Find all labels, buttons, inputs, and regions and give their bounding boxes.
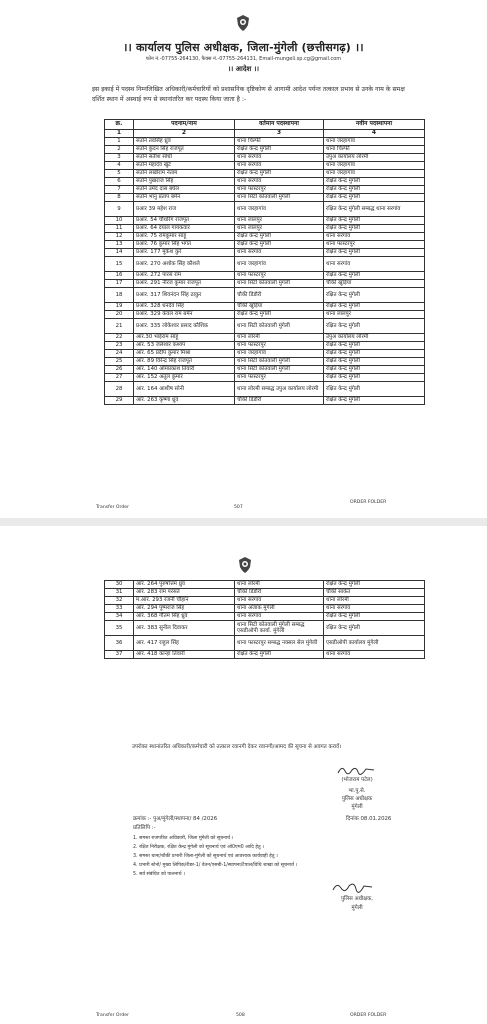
row-serial: 11 xyxy=(105,225,134,233)
table-row xyxy=(105,311,425,319)
row-new-posting: रक्षित केन्द्र मुंगेली xyxy=(324,249,425,257)
copy-label: प्रतिलिपि :- xyxy=(133,825,156,831)
row-name: आर. 283 राम परसते xyxy=(134,589,235,597)
table-row xyxy=(105,374,425,382)
row-serial: 21 xyxy=(105,319,134,334)
row-current-posting: थाना सिटी कोतवाली मुंगेली xyxy=(235,280,324,288)
row-current-posting: थाना जरहागांव xyxy=(235,202,324,217)
row-current-posting: थाना अजाक मुंगेली xyxy=(235,605,324,613)
table-row xyxy=(105,146,425,154)
row-new-posting: थाना सरगांव xyxy=(324,257,425,272)
row-serial: 22 xyxy=(105,334,134,342)
row-serial: 36 xyxy=(105,636,134,651)
row-name: आर. 383 सुनील दिवाकर xyxy=(134,621,235,636)
row-serial: 27 xyxy=(105,374,134,382)
row-new-posting: एसडीओपी कार्यालय मुंगेली xyxy=(324,636,425,651)
row-serial: 2 xyxy=(105,146,134,154)
row-serial: 26 xyxy=(105,366,134,374)
footer-page-number: 508 xyxy=(236,1013,245,1018)
signatory-district-2: मुंगेली xyxy=(351,905,363,911)
row-serial: 9 xyxy=(105,202,134,217)
row-current-posting: चौकी खुड़िया xyxy=(235,303,324,311)
signatory-rank: भा.पु.से. xyxy=(348,788,366,794)
row-new-posting: रक्षित केन्द्र मुंगेली xyxy=(324,342,425,350)
table-row xyxy=(105,382,425,397)
row-serial: 7 xyxy=(105,186,134,194)
row-current-posting: थाना सिटी कोतवाली मुंगेली xyxy=(235,358,324,366)
row-serial: 24 xyxy=(105,350,134,358)
row-current-posting: थाना सरगांव xyxy=(235,178,324,186)
row-new-posting: थाना जरहागांव xyxy=(324,138,425,146)
row-new-posting: रक्षित केन्द्र मुंगेली xyxy=(324,319,425,334)
row-serial: 19 xyxy=(105,303,134,311)
footer-left: Transfer Order xyxy=(96,505,129,510)
row-current-posting: थाना सिटी कोतवाली मुंगेली xyxy=(235,319,324,334)
distribution-item: 4. प्रभारी स्टेनो/ मुख्य लिपिक/रीडर-1/ वेतन/एसबी-1/स्थापना/टैपाल/विधि शाखा को सूचनार्थ । xyxy=(133,863,298,868)
table-row xyxy=(105,257,425,272)
footer-page-number: 507 xyxy=(234,505,243,510)
row-name: सउनि पुखराज सिंह xyxy=(134,178,235,186)
row-new-posting: थाना चिल्फी xyxy=(324,146,425,154)
footer-left: Transfer Order xyxy=(96,1013,129,1018)
row-name: सउनि भानु प्रताप बर्मन xyxy=(134,194,235,202)
row-serial: 8 xyxy=(105,194,134,202)
signatory-name: (भोजराम पटेल) xyxy=(341,777,373,783)
row-name: प्रआर. 177 मुकेश कुर्रे xyxy=(134,249,235,257)
closing-instruction: उपरोक्त स्थानांतरित अधिकारी/कर्मचारी को तत्काल रवानगी देकर रवानगी/आमद की सूचना से अवगत करावें। xyxy=(132,744,342,750)
row-current-posting: थाना सरगांव xyxy=(235,613,324,621)
table-row xyxy=(105,605,425,613)
table-row xyxy=(105,154,425,162)
table-row xyxy=(105,350,425,358)
row-serial: 25 xyxy=(105,358,134,366)
row-new-posting: रक्षित केन्द्र मुंगेली xyxy=(324,288,425,303)
table-row xyxy=(105,366,425,374)
table-row xyxy=(105,651,425,659)
row-name: सउनि उमेद दास बघेल xyxy=(134,186,235,194)
row-name: म.आर. 293 रजनी चौहान xyxy=(134,597,235,605)
row-new-posting: थाना सरगांव xyxy=(324,605,425,613)
row-name: प्रआर. 75 रामकुमार साहू xyxy=(134,233,235,241)
row-current-posting: थाना चिल्फी xyxy=(235,138,324,146)
row-new-posting: रक्षित केन्द्र मुंगेली xyxy=(324,225,425,233)
row-serial: 35 xyxy=(105,621,134,636)
row-name: आर. 164 आशीष सोनी xyxy=(134,382,235,397)
row-serial: 32 xyxy=(105,597,134,605)
transfer-table-1 xyxy=(104,119,425,405)
row-serial: 6 xyxy=(105,178,134,186)
row-current-posting: चौकी डिंडौरी xyxy=(235,589,324,597)
row-current-posting: थाना सरगांव xyxy=(235,249,324,257)
row-name: प्रआर. 64 दयाल गायकवार xyxy=(134,225,235,233)
row-new-posting: रक्षित केन्द्र मुंगेली xyxy=(324,303,425,311)
row-new-posting: रक्षित केन्द्र मुंगेली xyxy=(324,358,425,366)
row-name: आर. 264 पुरुषोत्तम ध्रुव xyxy=(134,581,235,589)
row-serial: 3 xyxy=(105,154,134,162)
police-emblem-icon xyxy=(236,556,254,574)
table-row xyxy=(105,202,425,217)
row-name: आर. 368 गौतम सिंह ध्रुव xyxy=(134,613,235,621)
row-serial: 37 xyxy=(105,651,134,659)
header-serial: क्र. xyxy=(105,120,134,130)
row-current-posting: थाना फास्टरपुर xyxy=(235,374,324,382)
row-serial: 34 xyxy=(105,613,134,621)
row-current-posting: थाना लोरमी xyxy=(235,581,324,589)
distribution-item: 5. सर्व संबंधित को पालनार्थ । xyxy=(133,872,185,877)
row-name: प्रआर. 335 लोकेश्वर प्रसाद कौशिक xyxy=(134,319,235,334)
row-new-posting: रक्षित केन्द्र मुंगेली xyxy=(324,217,425,225)
row-current-posting: थाना लालपुर xyxy=(235,225,324,233)
order-intro: इस इकाई में पदस्थ निम्नलिखित अधिकारी/कर्मचारियों को प्रशासनिक दृष्टिकोण से आगामी आदेश पर्यन्त तत्काल प्रभाव से उनके नाम के समक्ष दर्शित स्थान में अस्थाई रूप से स्थानांतरित कर पदस्थ किया जाता है :- xyxy=(92,86,405,103)
table-row xyxy=(105,186,425,194)
table-row xyxy=(105,162,425,170)
table-row xyxy=(105,303,425,311)
row-name: आर. 140 ओमप्रकाश तिवारी xyxy=(134,366,235,374)
row-name: सउनि महादेव खुंटे xyxy=(134,162,235,170)
col-number: 3 xyxy=(235,130,324,138)
distribution-item: 3. समस्त थाना/चौकी प्रभारी जिला-मुंगेली को सूचनार्थ एवं आवश्यक कार्यवाही हेतु । xyxy=(133,854,278,859)
row-current-posting: थाना लोरमी xyxy=(235,334,324,342)
table-row xyxy=(105,217,425,225)
row-current-posting: थाना लालपुर xyxy=(235,217,324,225)
row-serial: 31 xyxy=(105,589,134,597)
col-number: 1 xyxy=(105,130,134,138)
table-row xyxy=(105,597,425,605)
row-current-posting: थाना फास्टरपुर xyxy=(235,272,324,280)
row-new-posting: रक्षित केन्द्र मुंगेली xyxy=(324,194,425,202)
table-row xyxy=(105,613,425,621)
row-new-posting: रक्षित केन्द्र मुंगेली xyxy=(324,397,425,405)
col-number: 4 xyxy=(324,130,425,138)
row-current-posting: थाना सिटी कोतवाली मुंगेली सम्बद्ध एसडीओपी कार्या. मुंगेली xyxy=(235,621,324,636)
row-current-posting: थाना सरगांव xyxy=(235,162,324,170)
row-new-posting: थाना जरहागांव xyxy=(324,170,425,178)
footer-right: ORDER FOLDER xyxy=(350,500,387,505)
police-emblem-icon xyxy=(234,14,252,32)
office-title: ।। कार्यालय पुलिस अधीक्षक, जिला-मुंगेली (छत्तीसगढ़) ।। xyxy=(123,41,364,54)
row-new-posting: रक्षित केन्द्र मुंगेली xyxy=(324,374,425,382)
row-serial: 10 xyxy=(105,217,134,225)
row-new-posting: रक्षित केन्द्र मुंगेली xyxy=(324,366,425,374)
row-name: प्रआर. 76 कुमार सिंह भगत xyxy=(134,241,235,249)
row-current-posting: थाना जरहागांव xyxy=(235,257,324,272)
row-serial: 13 xyxy=(105,241,134,249)
signatory-district: मुंगेली xyxy=(351,804,363,810)
row-current-posting: थाना सरगांव xyxy=(235,154,324,162)
row-current-posting: रक्षित केन्द्र मुंगेली xyxy=(235,146,324,154)
table-row xyxy=(105,138,425,146)
table-row xyxy=(105,178,425,186)
table-row xyxy=(105,621,425,636)
distribution-item: 1. समस्त राजपत्रित अधिकारी, जिला मुंगेली को सूचनार्थ । xyxy=(133,836,234,841)
row-new-posting: थाना फास्टरपुर xyxy=(324,241,425,249)
row-name: आर. 294 पुष्पराज सिंह xyxy=(134,605,235,613)
row-name: सउनि तवसिंह ध्रुव xyxy=(134,138,235,146)
row-new-posting: थाना सरगांव xyxy=(324,233,425,241)
row-new-posting: थाना जरहागांव xyxy=(324,162,425,170)
row-name: प्रआर. 317 शिवनंदन सिंह ठाकुर xyxy=(134,288,235,303)
table-row xyxy=(105,280,425,288)
footer-right: ORDER FOLDER xyxy=(350,1013,387,1018)
row-serial: 28 xyxy=(105,382,134,397)
table-row xyxy=(105,636,425,651)
table-row xyxy=(105,342,425,350)
table-row xyxy=(105,589,425,597)
row-current-posting: थाना फास्टरपुर सम्बद्ध नक्सल सेल मुंगेली xyxy=(235,636,324,651)
row-serial: 12 xyxy=(105,233,134,241)
row-new-posting: रक्षित केन्द्र मुंगेली xyxy=(324,382,425,397)
row-current-posting: थाना सरगांव xyxy=(235,597,324,605)
distribution-item: 2. रक्षित निरीक्षक, रक्षित केन्द्र मुंगेली को सूचनार्थ एवं ओ0एम0 आदि हेतु । xyxy=(133,845,264,850)
row-current-posting: थाना सिटी कोतवाली मुंगेली xyxy=(235,194,324,202)
row-serial: 5 xyxy=(105,170,134,178)
row-current-posting: थाना सिटी कोतवाली मुंगेली xyxy=(235,366,324,374)
row-serial: 20 xyxy=(105,311,134,319)
table-row xyxy=(105,241,425,249)
table-row xyxy=(105,358,425,366)
row-current-posting: चौकी डिंडौरी xyxy=(235,288,324,303)
row-name: सउनि लखीराम नेताम xyxy=(134,170,235,178)
header-name: पदनाम/नाम xyxy=(134,120,235,130)
signatory-title: पुलिस अधीक्षक xyxy=(341,796,373,802)
order-date: दिनांक 08.01.2026 xyxy=(346,816,392,822)
row-serial: 4 xyxy=(105,162,134,170)
row-new-posting: रक्षित केन्द्र मुंगेली xyxy=(324,272,425,280)
row-name: आर. 89 विरेन्द्र सिंह राजपूत xyxy=(134,358,235,366)
row-name: प्रआर. 54 चौधरिंग राजपूत xyxy=(134,217,235,225)
row-serial: 14 xyxy=(105,249,134,257)
row-name: आर. 65 प्रदीप कुमार मिश्रा xyxy=(134,350,235,358)
order-heading: ।। आदेश ।। xyxy=(227,65,260,73)
table-row xyxy=(105,272,425,280)
order-page-2 xyxy=(0,526,487,1024)
row-current-posting: थाना लोरमी सम्बद्ध उपुअ कार्यालय लोरमी xyxy=(235,382,324,397)
row-current-posting: रक्षित केन्द्र मुंगेली xyxy=(235,170,324,178)
distribution-list xyxy=(133,834,423,879)
header-current-posting: वर्तमान पदस्थापना xyxy=(235,120,324,130)
row-name: आर. 53 जलेश्वर कश्यप xyxy=(134,342,235,350)
signature-image xyxy=(336,764,376,776)
row-name: आर. 152 अतुल कुमार xyxy=(134,374,235,382)
row-serial: 15 xyxy=(105,257,134,272)
row-serial: 16 xyxy=(105,272,134,280)
row-new-posting: चौकी खुड़िया xyxy=(324,280,425,288)
row-serial: 29 xyxy=(105,397,134,405)
row-current-posting: रक्षित केन्द्र मुंगेली xyxy=(235,651,324,659)
row-serial: 17 xyxy=(105,280,134,288)
row-new-posting: थाना लालपुर xyxy=(324,311,425,319)
row-new-posting: उपुअ कार्यालय लोरमी xyxy=(324,154,425,162)
signature-image xyxy=(330,880,374,894)
table-row xyxy=(105,249,425,257)
row-name: आर. 417 राहुल सिंह xyxy=(134,636,235,651)
row-name: प्रआर. 329 केवल राम बर्मन xyxy=(134,311,235,319)
table-row xyxy=(105,233,425,241)
col-number: 2 xyxy=(134,130,235,138)
signatory-title-2: पुलिस अधीक्षक, xyxy=(340,896,374,902)
row-current-posting: रक्षित केन्द्र मुंगेली xyxy=(235,233,324,241)
row-serial: 33 xyxy=(105,605,134,613)
row-current-posting: थाना फास्टरपुर xyxy=(235,186,324,194)
table-row xyxy=(105,170,425,178)
table-row xyxy=(105,194,425,202)
row-new-posting: रक्षित केन्द्र मुंगेली xyxy=(324,621,425,636)
row-name: सउनि सतीश सोंधी xyxy=(134,154,235,162)
office-contact: फोन नं.-07755-264130, फैक्स नं.-07755-264131, Email-mungeli.sp.cg@gmail.com xyxy=(145,56,342,62)
row-new-posting: थाना सरगांव xyxy=(324,651,425,659)
row-current-posting: रक्षित केन्द्र मुंगेली xyxy=(235,241,324,249)
row-new-posting: रक्षित केन्द्र मुंगेली xyxy=(324,350,425,358)
row-current-posting: थाना जरहागांव xyxy=(235,350,324,358)
table-row xyxy=(105,397,425,405)
row-new-posting: चौकी साकेत xyxy=(324,589,425,597)
row-current-posting: रक्षित केन्द्र मुंगेली xyxy=(235,311,324,319)
page-separator xyxy=(0,518,487,526)
row-name: प्रआर. 328 धनदेव सिंह xyxy=(134,303,235,311)
row-name: सउनि कुंदन सिंह राजपूत xyxy=(134,146,235,154)
row-serial: 1 xyxy=(105,138,134,146)
row-new-posting: रक्षित केन्द्र मुंगेली xyxy=(324,186,425,194)
table-row xyxy=(105,319,425,334)
row-current-posting: थाना फास्टरपुर xyxy=(235,342,324,350)
table-row xyxy=(105,225,425,233)
transfer-table-2 xyxy=(104,580,425,659)
table-row xyxy=(105,334,425,342)
row-new-posting: रक्षित केन्द्र मुंगेली सम्बद्ध थाना सरगांव xyxy=(324,202,425,217)
row-name: आर. 418 कान्हा तिवारी xyxy=(134,651,235,659)
row-serial: 23 xyxy=(105,342,134,350)
row-name: प्रआर 39 महेश राज xyxy=(134,202,235,217)
reference-number: क्रमांक :- पुअ/मुंगेली/स्थापना/ 84 /2026 xyxy=(133,816,218,822)
row-name: प्रआर. 272 पारस राम xyxy=(134,272,235,280)
row-new-posting: उपुअ कार्यालय लोरमी xyxy=(324,334,425,342)
row-new-posting: रक्षित केन्द्र मुंगेली xyxy=(324,613,425,621)
row-name: प्रआर. 270 अशोक सिंह कौशले xyxy=(134,257,235,272)
row-serial: 30 xyxy=(105,581,134,589)
row-name: प्रआर. 291 नीरज कुमार राजपूत xyxy=(134,280,235,288)
row-name: आर. 263 कृष्णा ध्रुव xyxy=(134,397,235,405)
header-new-posting: नवीन पदस्थापना xyxy=(324,120,425,130)
row-new-posting: रक्षित केन्द्र मुंगेली xyxy=(324,581,425,589)
row-new-posting: रक्षित केन्द्र मुंगेली xyxy=(324,178,425,186)
row-name: आर.30 भाईराम साहू xyxy=(134,334,235,342)
row-current-posting: चौकी डिंडौरी xyxy=(235,397,324,405)
table-row xyxy=(105,288,425,303)
row-new-posting: थाना लोरमी xyxy=(324,597,425,605)
table-row xyxy=(105,581,425,589)
row-serial: 18 xyxy=(105,288,134,303)
